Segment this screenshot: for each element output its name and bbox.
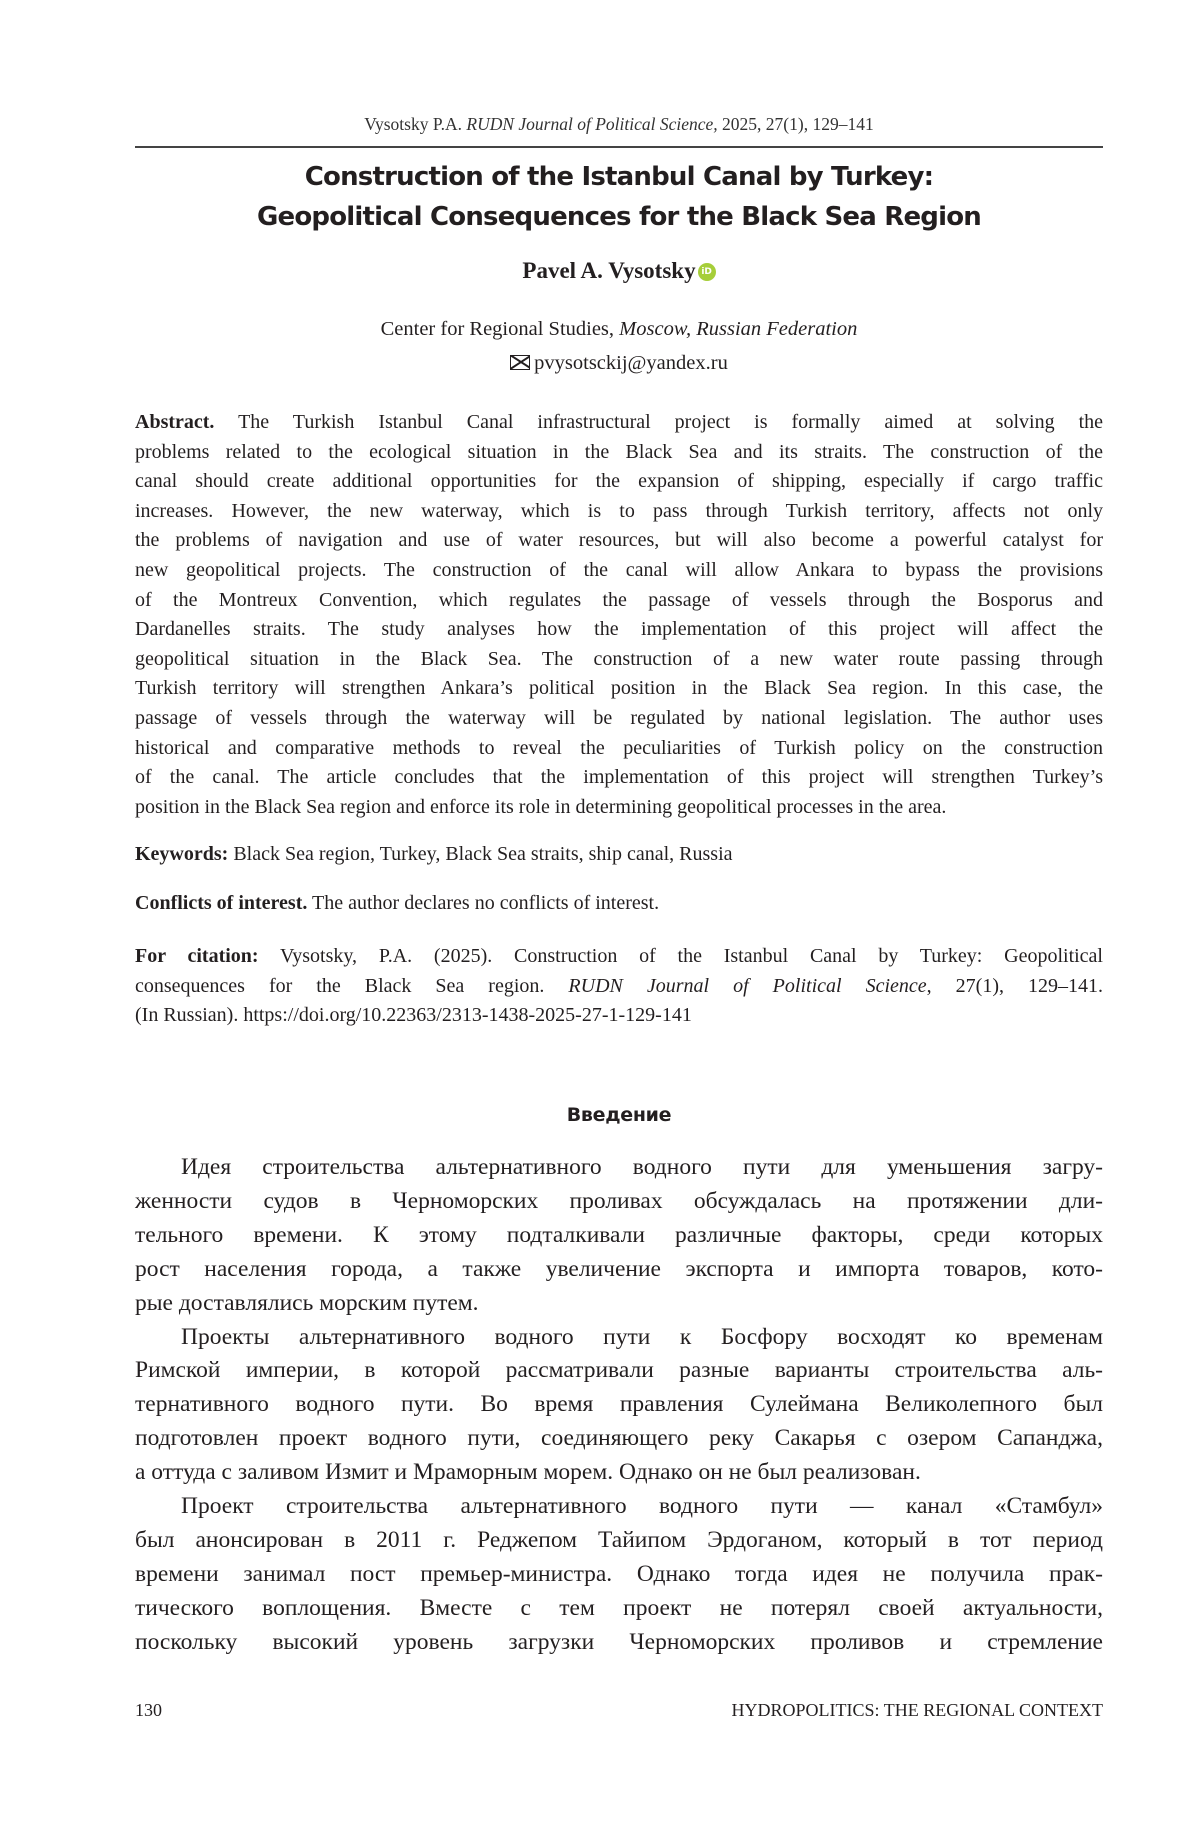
- abstract-line: [135, 408, 1103, 438]
- affiliation: [135, 318, 1103, 341]
- article-title: [135, 157, 1103, 237]
- abstract-line: problems related to the ecological situation in the Black Sea and its straits. The construction of the: [135, 438, 1103, 468]
- title-line: Geopolitical Consequences for the Black Sea Region: [135, 197, 1103, 237]
- abstract-line: increases. However, the new waterway, which is to pass through Turkish territory, affects not only: [135, 497, 1103, 527]
- paragraph-line: Проекты альтернативного водного пути к Босфору восходят ко временам: [135, 1321, 1103, 1355]
- abstract-line: Dardanelles straits. The study analyses how the implementation of this project will affect the: [135, 615, 1103, 645]
- citation-doi[interactable]: (In Russian). https://doi.org/10.22363/2313-1438-2025-27-1-129-141: [135, 1001, 1103, 1031]
- citation-text: Vysotsky, P.A. (2025). Construction of the Istanbul Canal by Turkey: Geopolitical: [280, 945, 1103, 967]
- paragraph: [135, 1151, 1103, 1321]
- citation: [135, 942, 1103, 1031]
- section-heading: Введение: [135, 1104, 1103, 1126]
- paragraph-line: Проект строительства альтернативного водного пути — канал «Стамбул»: [135, 1490, 1103, 1524]
- abstract-line: Turkish territory will strengthen Ankara’s political position in the Black Sea region. In this case, the: [135, 674, 1103, 704]
- title-line: Construction of the Istanbul Canal by Turkey:: [135, 157, 1103, 197]
- page-number: 130: [135, 1700, 162, 1721]
- citation-text: , 27(1), 129–141.: [927, 975, 1103, 997]
- abstract-line: passage of vessels through the waterway will be regulated by national legislation. The author uses: [135, 704, 1103, 734]
- author-name: Pavel A. Vysotsky: [522, 258, 695, 283]
- abstract-label: Abstract.: [135, 411, 214, 433]
- keywords: [135, 843, 1103, 866]
- abstract-line: new geopolitical projects. The construction of the canal will allow Ankara to bypass the provisions: [135, 556, 1103, 586]
- email-line: [135, 352, 1103, 375]
- paragraph-line: Римской империи, в которой рассматривали разные варианты строительства аль-: [135, 1354, 1103, 1388]
- keywords-text: Black Sea region, Turkey, Black Sea straits, ship canal, Russia: [233, 843, 732, 865]
- paragraph: [135, 1490, 1103, 1660]
- paragraph-line: рые доставлялись морским путем.: [135, 1287, 1103, 1321]
- running-head-issue: 2025, 27(1), 129–141: [722, 114, 874, 134]
- affiliation-location: Moscow, Russian Federation: [619, 318, 857, 340]
- footer-section: HYDROPOLITICS: THE REGIONAL CONTEXT: [732, 1700, 1103, 1721]
- paragraph-line: женности судов в Черноморских проливах обсуждалась на протяжении дли-: [135, 1185, 1103, 1219]
- keywords-label: Keywords:: [135, 843, 228, 865]
- email-link[interactable]: pvysotsckij@yandex.ru: [534, 352, 728, 374]
- envelope-icon: [510, 355, 530, 370]
- author: [135, 258, 1103, 284]
- abstract-line: the problems of navigation and use of water resources, but will also become a powerful catalyst for: [135, 526, 1103, 556]
- paragraph-line: поскольку высокий уровень загрузки Черноморских проливов и стремление: [135, 1626, 1103, 1660]
- conflicts-text: The author declares no conflicts of interest.: [312, 892, 659, 914]
- abstract-line: historical and comparative methods to reveal the peculiarities of Turkish policy on the construction: [135, 734, 1103, 764]
- paragraph-line: подготовлен проект водного пути, соединяющего реку Сакарья с озером Сапанджа,: [135, 1422, 1103, 1456]
- paragraph-line: тического воплощения. Вместе с тем проект не потерял своей актуальности,: [135, 1592, 1103, 1626]
- orcid-icon[interactable]: iD: [698, 263, 716, 281]
- paragraph: [135, 1321, 1103, 1491]
- running-head: [135, 114, 1103, 135]
- conflicts-of-interest: [135, 892, 1103, 915]
- citation-text: consequences for the Black Sea region.: [135, 975, 544, 997]
- paragraph-line: Идея строительства альтернативного водного пути для уменьшения загру-: [135, 1151, 1103, 1185]
- header-rule: [135, 146, 1103, 148]
- abstract-line: of the Montreux Convention, which regulates the passage of vessels through the Bosporus and: [135, 586, 1103, 616]
- running-head-author: Vysotsky P.A.: [364, 114, 462, 134]
- page-footer: [135, 1700, 1103, 1721]
- abstract-line: of the canal. The article concludes that the implementation of this project will strengthen Turkey’s: [135, 763, 1103, 793]
- paragraph-line: а оттуда с заливом Измит и Мраморным морем. Однако он не был реализован.: [135, 1456, 1103, 1490]
- citation-label: For citation:: [135, 945, 259, 967]
- paragraph-line: тельного времени. К этому подталкивали различные факторы, среди которых: [135, 1219, 1103, 1253]
- paragraph-line: был анонсирован в 2011 г. Реджепом Тайипом Эрдоганом, который в тот период: [135, 1524, 1103, 1558]
- running-head-journal: RUDN Journal of Political Science,: [466, 114, 717, 134]
- affiliation-org: Center for Regional Studies,: [381, 318, 614, 340]
- paragraph-line: рост населения города, а также увеличение экспорта и импорта товаров, кото-: [135, 1253, 1103, 1287]
- abstract: [135, 408, 1103, 822]
- abstract-text: The Turkish Istanbul Canal infrastructural project is formally aimed at solving the: [238, 411, 1103, 433]
- paragraph-line: времени занимал пост премьер-министра. Однако тогда идея не получила прак-: [135, 1558, 1103, 1592]
- paragraph-line: тернативного водного пути. Во время правления Сулеймана Великолепного был: [135, 1388, 1103, 1422]
- body-text: [135, 1151, 1103, 1660]
- citation-journal: RUDN Journal of Political Science: [568, 975, 926, 997]
- abstract-line: position in the Black Sea region and enforce its role in determining geopolitical processes in the area.: [135, 793, 1103, 823]
- abstract-line: geopolitical situation in the Black Sea. The construction of a new water route passing through: [135, 645, 1103, 675]
- abstract-line: canal should create additional opportunities for the expansion of shipping, especially if cargo traffic: [135, 467, 1103, 497]
- conflicts-label: Conflicts of interest.: [135, 892, 307, 914]
